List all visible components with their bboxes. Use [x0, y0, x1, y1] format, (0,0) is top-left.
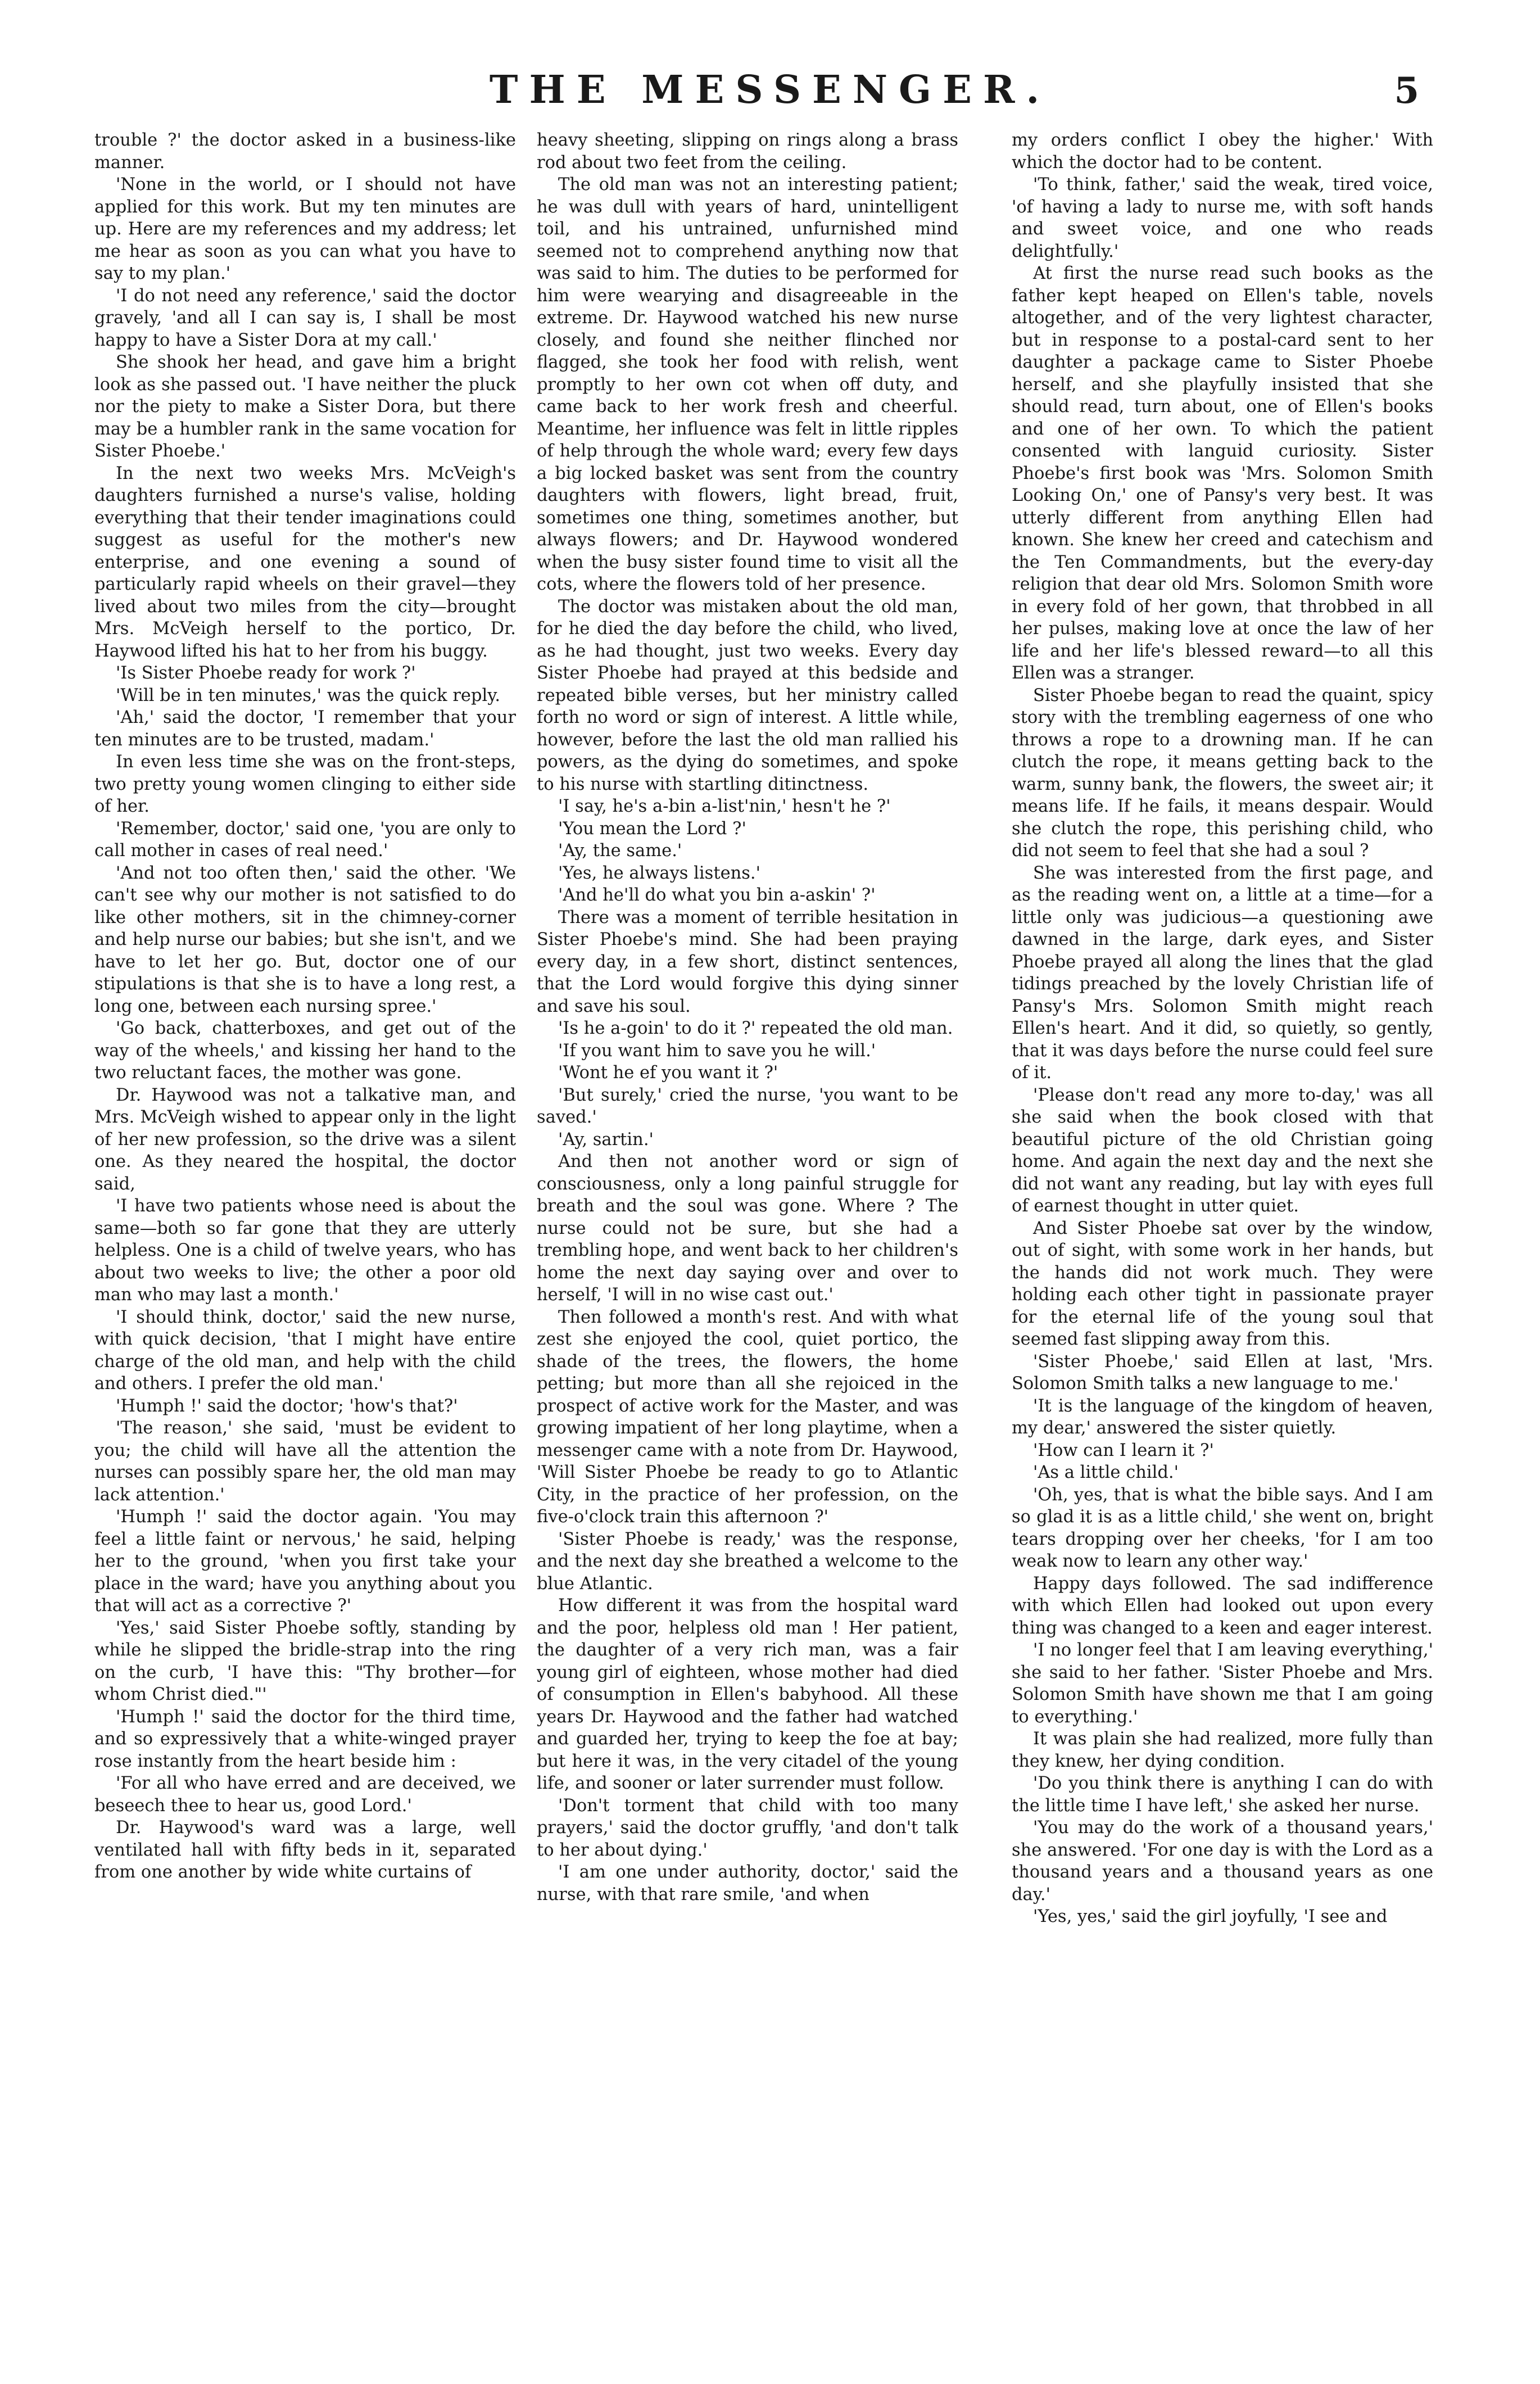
paragraph: 'Sister Phoebe,' said Ellen at last, 'Mrs. Solomon Smith talks a new language to me.' — [1012, 1351, 1433, 1394]
paragraph: The old man was not an interesting patient; he was dull with years of hard, unintelligent toil, and his untrained, unfurnished mind seemed not to comprehend anything now that was said to him. The duties to be performed for him were wearying and disagreeable in the extreme. Dr. Haywood watched his new nurse closely, and found she neither flinched nor flagged, she took her food with relish, went promptly to her own cot when off duty, and came back to her work fresh and cheerful. Meantime, her influence was felt in little ripples of help through the whole ward; every few days a big locked basket was sent from the country daughters with flowers, light bread, fruit, sometimes one thing, sometimes another, but always flowers; and Dr. Haywood wondered when the busy sister found time to visit all the cots, where the flowers told of her presence. — [537, 175, 958, 594]
text-column-1 — [94, 129, 516, 2369]
paragraph: 'For all who have erred and are deceived, we beseech thee to hear us, good Lord.' — [94, 1774, 516, 1816]
paragraph: 'The reason,' she said, 'must be evident to you; the child will have all the attention the nurses can possibly spare her, the old man may lack attention.' — [94, 1418, 516, 1505]
paragraph: 'Do you think there is anything I can do with the little time I have left,' she asked her nurse. — [1012, 1774, 1433, 1816]
paragraph: 'Ay, sartin.' — [558, 1129, 654, 1150]
paragraph: Sister Phoebe began to read the quaint, spicy story with the trembling eagerness of one who throws a rope to a drowning man. If he can clutch the rope, it means getting back to the warm, sunny bank, the flowers, the sweet air; it means life. If he fails, it means despair. Would she clutch the rope, this perishing child, who did not seem to feel that she had a soul ? — [1012, 685, 1433, 861]
paragraph: 'Remember, doctor,' said one, 'you are only to call mother in cases of real need.' — [94, 818, 516, 861]
paragraph: 'As a little child.' — [1033, 1463, 1179, 1482]
paragraph: 'I say, he's a-bin a-list'nin,' hesn't he ?' — [558, 797, 891, 816]
paragraph: 'I am one under authority, doctor,' said the nurse, with that rare smile, 'and when — [537, 1862, 958, 1905]
paragraph: 'You may do the work of a thousand years,' she answered. 'For one day is with the Lord as a thousand years and a thousand years as one day.' — [1012, 1818, 1433, 1905]
paragraph: 'Will be in ten minutes,' was the quick reply. — [116, 685, 501, 705]
paragraph: 'How can I learn it ?' — [1033, 1440, 1214, 1460]
paragraph: How different it was from the hospital ward and the poor, helpless old man ! Her patient, the daughter of a very rich man, was a fair young girl of eighteen, whose mother had died of consumption in Ellen's babyhood. All these years Dr. Haywood and the father had watched and guarded her, trying to keep the foe at bay; but here it was, in the very citadel of the young life, and sooner or later surrender must follow. — [537, 1596, 958, 1793]
paragraph: 'Is he a-goin' to do it ?' repeated the old man. — [558, 1019, 953, 1038]
paragraph: There was a moment of terrible hesitation in Sister Phoebe's mind. She had been praying every day, in a few short, distinct sentences, that the Lord would forgive this dying sinner and save his soul. — [537, 907, 958, 1016]
paragraph: trouble ?' the doctor asked in a business-like manner. — [94, 130, 516, 173]
paragraph: She was interested from the first page, and as the reading went on, a little at a time—for a little only was judicious—a questioning awe dawned in the large, dark eyes, and Sister Phoebe prayed all along the lines that the glad tidings preached by the lovely Christian life of Pansy's Mrs. Solomon Smith might reach Ellen's heart. And it did, so quietly, so gently, that it was days before the nurse could feel sure of it. — [1012, 863, 1433, 1083]
paragraph: It was plain she had realized, more fully than they knew, her dying condition. — [1012, 1729, 1433, 1771]
paragraph: 'I no longer feel that I am leaving everything,' she said to her father. 'Sister Phoebe and Mrs. Solomon Smith have shown me that I am going to everything.' — [1012, 1640, 1433, 1727]
paragraph: 'Wont he ef you want it ?' — [558, 1063, 778, 1083]
page-number: 5 — [1394, 70, 1419, 112]
paragraph: She shook her head, and gave him a bright look as she passed out. 'I have neither the pluck nor the piety to make a Sister Dora, but there may be a humbler rank in the same vocation for Sister Phoebe.' — [94, 352, 516, 461]
paragraph: In even less time she was on the front-steps, two pretty young women clinging to either side of her. — [94, 752, 516, 816]
paragraph: 'I do not need any reference,' said the doctor gravely, 'and all I can say is, I shall be most happy to have a Sister Dora at my call.' — [94, 286, 516, 350]
text-column-2 — [537, 129, 958, 2369]
paragraph: Dr. Haywood was not a talkative man, and Mrs. McVeigh wished to appear only in the light of her new profession, so the drive was a silent one. As they neared the hospital, the doctor said, — [94, 1085, 516, 1194]
paragraph: 'Don't torment that child with too many prayers,' said the doctor gruffly, 'and don't talk to her about dying.' — [537, 1795, 958, 1860]
paragraph: 'Ah,' said the doctor, 'I remember that your ten minutes are to be trusted, madam.' — [94, 708, 516, 750]
paragraph: 'I have two patients whose need is about the same—both so far gone that they are utterly helpless. One is a child of twelve years, who has about two weeks to live; the other a poor old man who may last a month.' — [94, 1196, 516, 1305]
paragraph: 'Humph !' said the doctor; 'how's that?' — [116, 1396, 458, 1416]
paragraph: 'But surely,' cried the nurse, 'you want to be saved.' — [537, 1085, 958, 1127]
paragraph: At first the nurse read such books as the father kept heaped on Ellen's table, novels altogether, and of the very lightest character, but in response to a postal-card sent to her daughter a package came to Sister Phoebe herself, and she playfully insisted that she should read, turn about, one of Ellen's books and one of her own. To which the patient consented with languid curiosity. Sister Phoebe's first book was 'Mrs. Solomon Smith Looking On,' one of Pansy's very best. It was utterly different from anything Ellen had known. She knew her creed and catechism and the Ten Commandments, but the every-day religion that dear old Mrs. Solomon Smith wore in every fold of her gown, that throbbed in all her pulses, making love at once the law of her life and her life's blessed reward—to all this Ellen was a stranger. — [1012, 264, 1433, 683]
paragraph: 'I should think, doctor,' said the new nurse, with quick decision, 'that I might have entire charge of the old man, and help with the child and others. I prefer the old man.' — [94, 1307, 516, 1394]
paragraph: 'Humph !' said the doctor for the third time, and so expressively that a white-winged prayer rose instantly from the heart beside him : — [94, 1707, 516, 1771]
paragraph: heavy sheeting, slipping on rings along a brass rod about two feet from the ceiling. — [537, 130, 958, 173]
paragraph: 'To think, father,' said the weak, tired voice, 'of having a lady to nurse me, with soft hands and sweet voice, and one who reads delightfully.' — [1012, 175, 1433, 261]
paragraph: And Sister Phoebe sat over by the window, out of sight, with some work in her hands, but the hands did not work much. They were holding each other tight in passionate prayer for the eternal life of the young soul that seemed fast slipping away from this. — [1012, 1218, 1433, 1349]
page-header — [0, 67, 1540, 129]
text-column-3 — [1012, 129, 1433, 2369]
paragraph: 'None in the world, or I should not have applied for this work. But my ten minutes are up. Here are my references and my address; let me hear as soon as you can what you have to say to my plan.' — [94, 175, 516, 283]
paragraph: The doctor was mistaken about the old man, for he died the day before the child, who lived, as he had thought, just two weeks. Every day Sister Phoebe had prayed at this bedside and repeated bible verses, but her ministry called forth no word or sign of interest. A little while, however, before the last the old man rallied his powers, as the dying do sometimes, and spoke to his nurse with startling ditinctness. — [537, 596, 958, 794]
paragraph: 'Go back, chatterboxes, and get out of the way of the wheels,' and kissing her hand to the two reluctant faces, the mother was gone. — [94, 1019, 516, 1083]
paragraph: 'And he'll do what you bin a-askin' ?' — [558, 885, 876, 905]
paragraph: 'And not too often then,' said the other. 'We can't see why our mother is not satisfied to do like other mothers, sit in the chimney-corner and help nurse our babies; but she isn't, and we have to let her go. But, doctor one of our stipulations is that she is to have a long rest, a long one, between each nursing spree.' — [94, 863, 516, 1016]
paragraph: 'Sister Phoebe is ready,' was the response, and the next day she breathed a welcome to the blue Atlantic. — [537, 1529, 958, 1594]
paragraph: 'Yes,' said Sister Phoebe softly, standing by while he slipped the bridle-strap into the ring on the curb, 'I have this: "Thy brother—for whom Christ died."' — [94, 1618, 516, 1704]
paragraph: 'Yes, he always listens.' — [558, 863, 760, 883]
paragraph: 'It is the language of the kingdom of heaven, my dear,' answered the sister quietly. — [1012, 1396, 1433, 1438]
paragraph: 'Is Sister Phoebe ready for work ?' — [116, 663, 416, 683]
paragraph: 'If you want him to save you he will.' — [558, 1041, 876, 1061]
paragraph: 'You mean the Lord ?' — [558, 818, 746, 839]
paragraph: Then followed a month's rest. And with what zest she enjoyed the cool, quiet portico, the shade of the trees, the flowers, the home petting; but more than all she rejoiced in the prospect of active work for the Master, and was growing impatient of her long playtime, when a messenger came with a note from Dr. Haywood, 'Will Sister Phoebe be ready to go to Atlantic City, in the practice of her profession, on the five-o'clock train this afternoon ?' — [537, 1307, 958, 1527]
paragraph: 'Yes, yes,' said the girl joyfully, 'I see and — [1033, 1907, 1388, 1926]
paragraph: 'Please don't read any more to-day,' was all she said when the book closed with that beautiful picture of the old Christian going home. And again the next day and the next she did not want any reading, but lay with eyes full of earnest thought in utter quiet. — [1012, 1085, 1433, 1216]
paragraph: 'Humph !' said the doctor again. 'You may feel a little faint or nervous,' he said, helping her to the ground, 'when you first take your place in the ward; have you anything about you that will act as a corrective ?' — [94, 1507, 516, 1616]
paragraph: 'Oh, yes, that is what the bible says. And I am so glad it is as a little child,' she went on, bright tears dropping over her cheeks, 'for I am too weak now to learn any other way.' — [1012, 1485, 1433, 1571]
paragraph: And then not another word or sign of consciousness, only a long painful struggle for breath and the soul was gone. Where ? The nurse could not be sure, but she had a trembling hope, and went back to her children's home the next day saying over and over to herself, 'I will in no wise cast out.' — [537, 1152, 958, 1305]
masthead-title: THE MESSENGER. — [489, 67, 1051, 112]
paragraph: Dr. Haywood's ward was a large, well ventilated hall with fifty beds in it, separated from one another by wide white curtains of — [94, 1818, 516, 1882]
paragraph: 'Ay, the same.' — [558, 841, 682, 861]
paragraph: Happy days followed. The sad indifference with which Ellen had looked out upon every thing was changed to a keen and eager interest. — [1012, 1573, 1433, 1638]
paragraph: my orders conflict I obey the higher.' With which the doctor had to be content. — [1012, 130, 1433, 173]
paragraph: In the next two weeks Mrs. McVeigh's daughters furnished a nurse's valise, holding everything that their tender imaginations could suggest as useful for the mother's new enterprise, and one evening a sound of particularly rapid wheels on their gravel—they lived about two miles from the city—brought Mrs. McVeigh herself to the portico, Dr. Haywood lifted his hat to her from his buggy. — [94, 463, 516, 661]
